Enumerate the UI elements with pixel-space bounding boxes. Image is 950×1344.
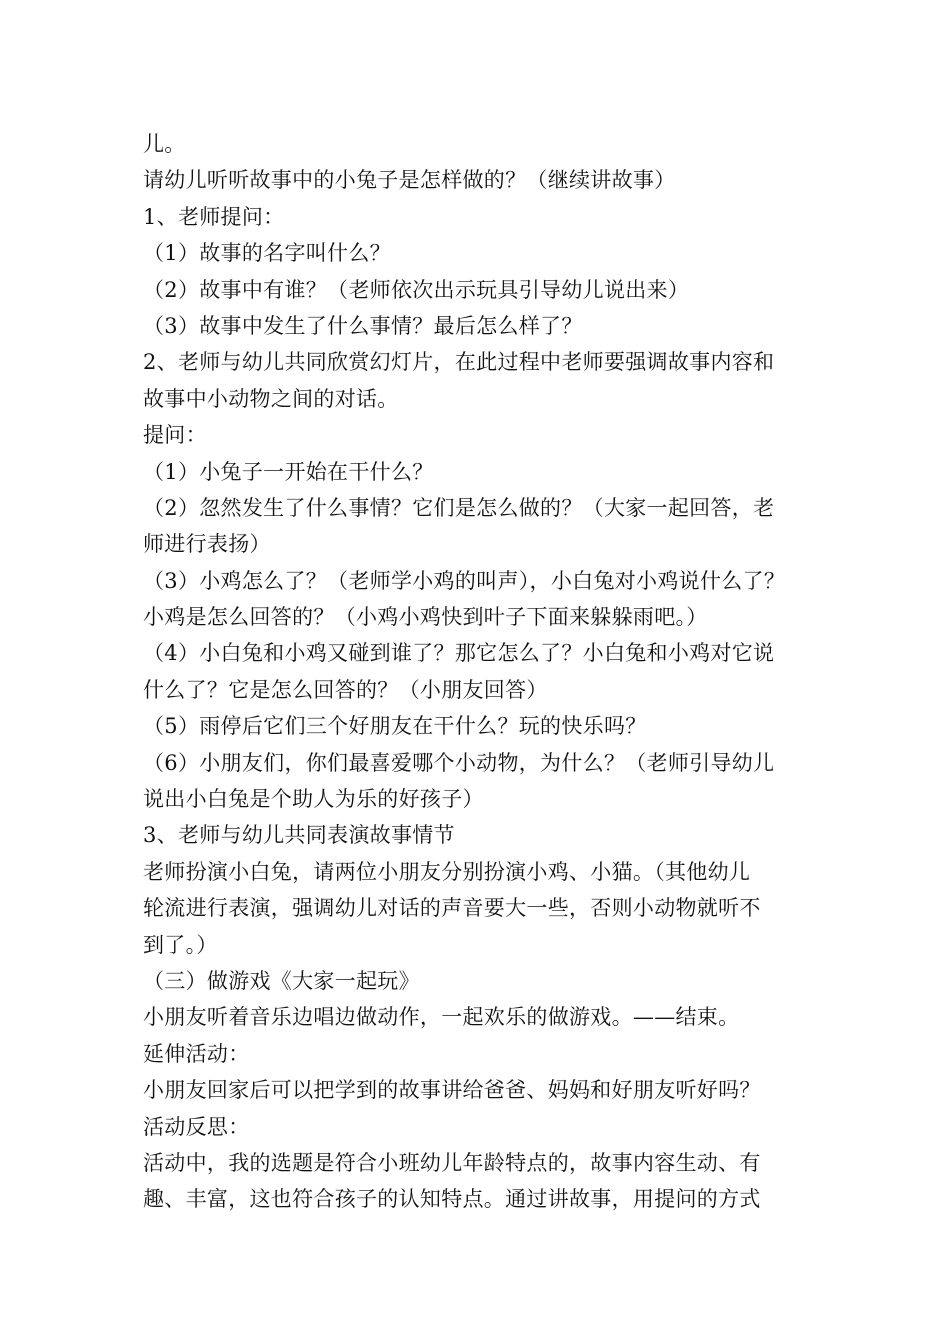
text-line: 活动中，我的选题是符合小班幼儿年龄特点的，故事内容生动、有 [143,1150,761,1175]
text-line: 说出小白兔是个助人为乐的好孩子） [143,787,484,812]
text-line: （2）故事中有谁？（老师依次出示玩具引导幼儿说出来） [143,277,690,302]
text-line: 儿。 [143,132,186,156]
text-line: 3、老师与幼儿共同表演故事情节 [143,823,455,848]
text-line: 到了。） [143,932,218,957]
text-line: （4）小白兔和小鸡又碰到谁了？那它怎么了？小白兔和小鸡对它说 [143,641,775,666]
text-line: 提问： [143,423,207,448]
text-line: 小朋友听着音乐边唱边做动作，一起欢乐的做游戏。——结束。 [143,1005,740,1030]
text-line: 延伸活动： [143,1041,250,1066]
text-line: 师进行表扬） [143,532,271,557]
text-line: 什么了？它是怎么回答的？（小朋友回答） [143,677,548,702]
text-line: 小鸡是怎么回答的？（小鸡小鸡快到叶子下面来躲躲雨吧。） [143,605,708,630]
text-line: 1、老师提问： [143,204,285,229]
text-line: （3）故事中发生了什么事情？最后怎么样了？ [143,313,583,338]
text-line: （1）故事的名字叫什么？ [143,241,391,266]
text-line: 趣、丰富，这也符合孩子的认知特点。通过讲故事，用提问的方式 [143,1187,761,1212]
text-line: （2）忽然发生了什么事情？它们是怎么做的？（大家一起回答，老 [143,495,775,520]
text-line: 2、老师与幼儿共同欣赏幻灯片，在此过程中老师要强调故事内容和 [143,350,775,375]
text-line: （3）小鸡怎么了？（老师学小鸡的叫声），小白兔对小鸡说什么了？ [143,568,786,593]
text-line: （三）做游戏《大家一起玩》 [143,968,420,993]
text-line: 轮流进行表演，强调幼儿对话的声音要大一些，否则小动物就听不 [143,896,761,921]
text-line: 老师扮演小白兔，请两位小朋友分别扮演小鸡、小猫。（其他幼儿 [143,859,751,884]
document-body [143,126,823,1218]
text-line: 请幼儿听听故事中的小兔子是怎样做的？（继续讲故事） [143,168,676,193]
text-line: 活动反思： [143,1114,250,1139]
text-line: （5）雨停后它们三个好朋友在干什么？玩的快乐吗？ [143,714,647,739]
text-line: （1）小兔子一开始在干什么？ [143,459,434,484]
text-line: （6）小朋友们，你们最喜爱哪个小动物，为什么？（老师引导幼儿 [143,750,775,775]
text-line: 小朋友回家后可以把学到的故事讲给爸爸、妈妈和好朋友听好吗？ [143,1078,761,1103]
text-line: 故事中小动物之间的对话。 [143,386,399,411]
